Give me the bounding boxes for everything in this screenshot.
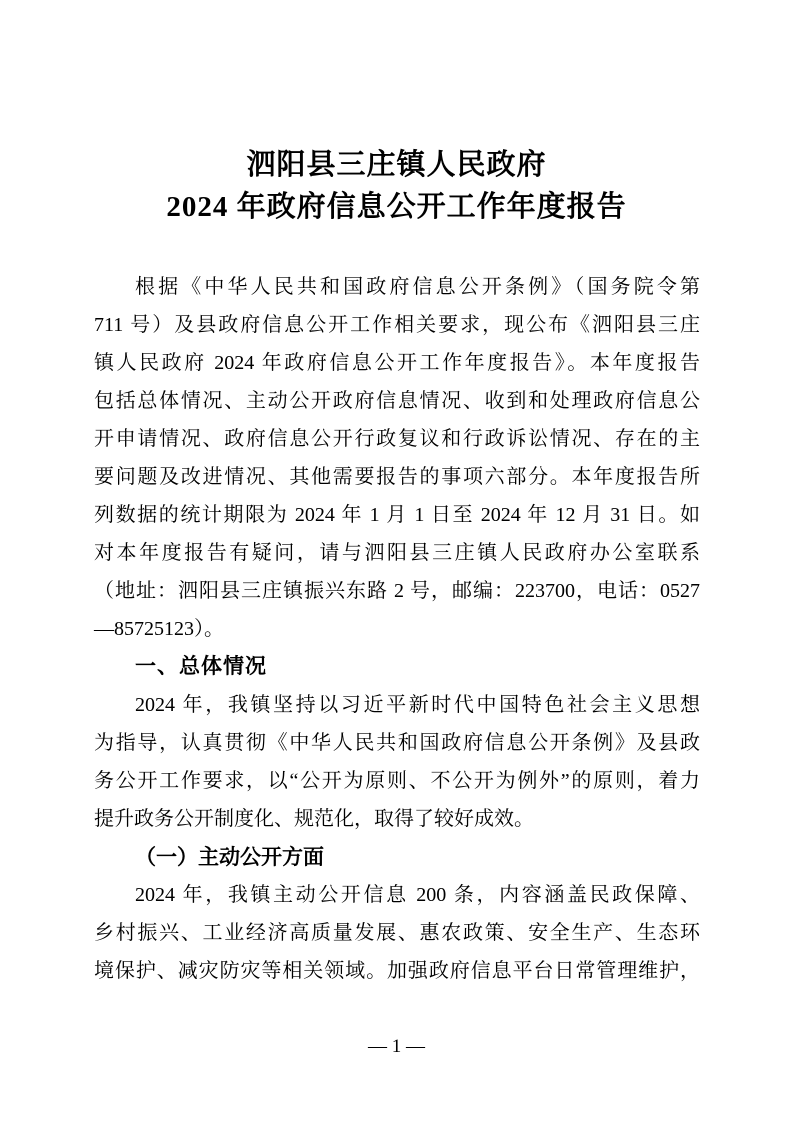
paragraph1-line: （地址：泗阳县三庄镇振兴东路 2 号，邮编：223700，电话：0527 — [94, 580, 700, 602]
paragraph1-line: 根据《中华人民共和国政府信息公开条例》（国务院令第 — [135, 276, 700, 298]
paragraph2-line: 提升政务公开制度化、规范化，取得了较好成效。 — [94, 808, 534, 830]
paragraph1-line: 对本年度报告有疑问，请与泗阳县三庄镇人民政府办公室联系 — [94, 542, 700, 564]
page-number: — 1 — — [368, 1036, 425, 1057]
paragraph1-line: 列数据的统计期限为 2024 年 1 月 1 日至 2024 年 12 月 31 日。如 — [94, 504, 700, 526]
paragraph1-line: —85725123）。 — [94, 618, 224, 640]
paragraph3-line: 乡村振兴、工业经济高质量发展、惠农政策、安全生产、生态环 — [94, 922, 700, 944]
paragraph2-line: 务公开工作要求，以“公开为原则、不公开为例外”的原则，着力 — [94, 770, 700, 792]
paragraph1-line: 711 号）及县政府信息公开工作相关要求，现公布《泗阳县三庄 — [94, 314, 700, 336]
document-title-line1: 泗阳县三庄镇人民政府 — [246, 149, 547, 181]
section1-heading: 一、总体情况 — [135, 655, 267, 678]
paragraph2-line: 为指导，认真贯彻《中华人民共和国政府信息公开条例》及县政 — [94, 732, 700, 754]
paragraph1-line: 要问题及改进情况、其他需要报告的事项六部分。本年度报告所 — [94, 466, 700, 488]
paragraph1-line: 开申请情况、政府信息公开行政复议和行政诉讼情况、存在的主 — [94, 428, 700, 450]
subsection1-heading: （一）主动公开方面 — [135, 845, 324, 869]
paragraph3-line: 2024 年，我镇主动公开信息 200 条，内容涵盖民政保障、 — [135, 884, 700, 906]
document-body — [94, 268, 700, 990]
paragraph2-line: 2024 年，我镇坚持以习近平新时代中国特色社会主义思想 — [135, 694, 700, 716]
paragraph1-line: 镇人民政府 2024 年政府信息公开工作年度报告》。本年度报告 — [94, 352, 700, 374]
paragraph1-line: 包括总体情况、主动公开政府信息情况、收到和处理政府信息公 — [94, 390, 700, 412]
document-title — [0, 144, 793, 228]
paragraph3-line: 境保护、减灾防灾等相关领域。加强政府信息平台日常管理维护， — [94, 960, 700, 982]
document-title-line2: 2024 年政府信息公开工作年度报告 — [166, 191, 627, 223]
